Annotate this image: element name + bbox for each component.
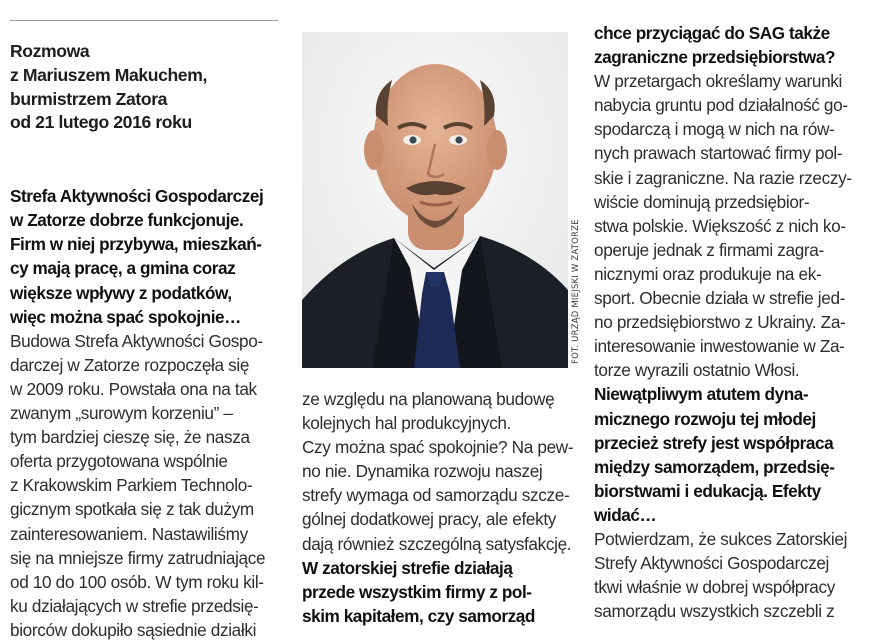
question-line: przecież strefy jest współpraca <box>594 432 834 453</box>
answer-line: spodarczą i mogą w nich na rów- <box>594 119 835 140</box>
question-line: Niewątpliwym atutem dyna- <box>594 384 809 405</box>
column-left <box>10 40 282 642</box>
answer-line: tkwi właśnie w dobrej współpracy <box>594 577 835 598</box>
question-1 <box>10 184 282 329</box>
question-line: w Zatorze dobrze funkcjonuje. <box>10 210 244 231</box>
answer-line: gicznym spotkała się z tak dużym <box>10 499 254 520</box>
heading-line: od 21 lutego 2016 roku <box>10 112 192 133</box>
answer-line: nych prawach startować firmy pol- <box>594 143 843 164</box>
heading-line: burmistrzem Zatora <box>10 88 168 109</box>
question-line: biorstwami i edukacją. Efekty <box>594 480 821 501</box>
interview-heading <box>10 40 282 135</box>
answer-line: nabycia gruntu pod działalność go- <box>594 95 848 116</box>
answer-3 <box>594 527 866 623</box>
answer-line: od 10 do 100 osób. W tym roku kil- <box>10 571 264 592</box>
question-line: Strefa Aktywności Gospodarczej <box>10 186 264 207</box>
question-line: chce przyciągać do SAG także <box>594 23 830 43</box>
answer-line: torze wyrazili ostatnio Włosi. <box>594 360 800 381</box>
answer-line: zwanym „surowym korzeniu” – <box>10 403 233 424</box>
answer-line: skie i zagraniczne. Na razie rzeczy- <box>594 167 852 188</box>
answer-line: Budowa Strefa Aktywności Gospo- <box>10 330 263 351</box>
answer-line: z Krakowskim Parkiem Technolo- <box>10 475 253 496</box>
answer-line: Potwierdzam, że sukces Zatorskiej <box>594 528 848 549</box>
answer-line: się na mniejsze firmy zatrudniające <box>10 547 266 568</box>
top-divider <box>10 20 278 21</box>
heading-line: z Mariuszem Makuchem, <box>10 64 207 85</box>
question-line: zagraniczne przedsiębiorstwa? <box>594 47 836 68</box>
question-line: większe wpływy z podatków, <box>10 282 232 303</box>
answer-line: ze względu na planowaną budowę <box>302 389 555 409</box>
question-2-continued <box>594 21 866 69</box>
answer-line: Czy można spać spokojnie? Na pew- <box>302 437 574 458</box>
answer-line: sport. Obecnie działa w strefie jed- <box>594 288 846 309</box>
answer-line: tym bardziej cieszę się, że nasza <box>10 427 250 448</box>
answer-line: operuje jednak z firmami zagra- <box>594 239 824 260</box>
column-middle <box>302 387 574 628</box>
mayor-portrait-photo <box>302 32 568 368</box>
answer-line: interesowanie inwestowanie w Za- <box>594 336 845 357</box>
question-line: Firm w niej przybywa, mieszkań- <box>10 234 262 255</box>
question-line: więc można spać spokojnie… <box>10 306 241 327</box>
answer-line: W przetargach określamy warunki <box>594 71 843 92</box>
answer-line: ku działających w strefie przedsię- <box>10 595 259 616</box>
answer-line: wiście dominują przedsiębior- <box>594 191 810 212</box>
question-line: widać… <box>594 504 657 525</box>
question-3 <box>594 382 866 527</box>
answer-line: darczej w Zatorze rozpoczęła się <box>10 354 250 375</box>
answer-line: no przedsiębiorstwo z Ukrainy. Za- <box>594 312 846 333</box>
question-line: cy mają pracę, a gmina coraz <box>10 258 236 279</box>
answer-line: zainteresowaniem. Nastawiliśmy <box>10 523 248 544</box>
question-line: przede wszystkim firmy z pol- <box>302 581 532 602</box>
column-right <box>594 21 866 623</box>
question-line: micznego rozwoju tej młodej <box>594 408 816 429</box>
question-line: między samorządem, przedsię- <box>594 456 835 477</box>
question-line: W zatorskiej strefie działają <box>302 557 513 578</box>
answer-2 <box>594 69 866 382</box>
answer-line: w 2009 roku. Powstała ona na tak <box>10 378 257 399</box>
heading-line: Rozmowa <box>10 41 90 61</box>
answer-line: no nie. Dynamika rozwoju naszej <box>302 461 543 482</box>
answer-line: stwa polskie. Większość z nich ko- <box>594 215 846 236</box>
answer-line: dają również szczególną satysfakcję. <box>302 533 572 554</box>
answer-line: gólnej dodatkowej pracy, ale efekty <box>302 509 556 530</box>
answer-line: kolejnych hal produkcyjnych. <box>302 413 511 434</box>
answer-line: samorządu wszystkich szczebli z <box>594 601 835 622</box>
portrait-illustration <box>302 32 568 368</box>
answer-line: oferta przygotowana wspólnie <box>10 451 228 472</box>
question-line: skim kapitałem, czy samorząd <box>302 605 535 626</box>
answer-1 <box>10 329 282 642</box>
answer-line: nicznymi oraz produkuje na ek- <box>594 263 822 284</box>
answer-line: biorców dokupiło sąsiednie działki <box>10 619 257 640</box>
answer-line: strefy wymaga od samorządu szcze- <box>302 485 570 506</box>
question-2 <box>302 556 570 628</box>
answer-1-continued <box>302 387 574 556</box>
answer-line: Strefy Aktywności Gospodarczej <box>594 553 830 574</box>
photo-credit: FOT. URZĄD MIEJSKI W ZATORZE <box>571 219 581 364</box>
